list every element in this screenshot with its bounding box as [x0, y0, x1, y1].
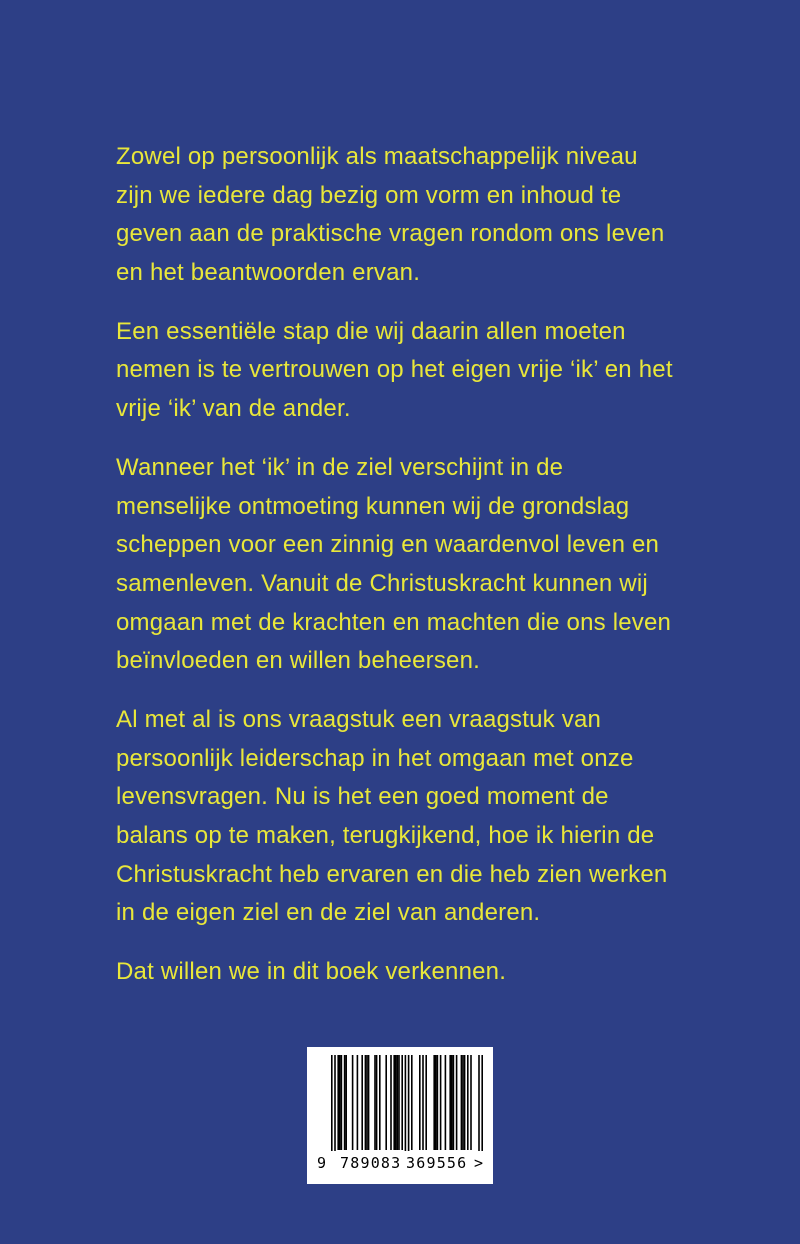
text-line: en het beantwoorden ervan. — [116, 258, 421, 286]
text-line: Al met al is ons vraagstuk een vraagstuk van — [116, 706, 602, 734]
barcode-bar — [357, 1055, 359, 1150]
text-line: Een essentiële stap die wij daarin allen moeten — [116, 317, 626, 345]
barcode-bar — [395, 1055, 397, 1150]
barcode-bar — [435, 1055, 437, 1150]
text-line: vrije ‘ik’ van de ander. — [116, 395, 351, 423]
barcode-guard-bar — [408, 1055, 410, 1151]
barcode-bar — [397, 1055, 399, 1150]
barcode-guard-bar — [481, 1055, 483, 1151]
barcode-bar — [337, 1055, 339, 1150]
barcode-bar — [461, 1055, 463, 1150]
barcode-bar — [433, 1055, 435, 1150]
barcode-bar — [451, 1055, 453, 1150]
text-line: scheppen voor een zinnig en waardenvol leven en — [116, 531, 660, 559]
barcode-bar — [464, 1055, 466, 1150]
barcode-bar — [445, 1055, 447, 1150]
text-line: levensvragen. Nu is het een goed moment de — [116, 783, 609, 811]
barcode-bar — [374, 1055, 376, 1150]
barcode-bar — [361, 1055, 363, 1150]
isbn-barcode — [307, 1047, 493, 1184]
barcode-bar — [341, 1055, 343, 1150]
text-line: in de eigen ziel en de ziel van anderen. — [116, 899, 541, 927]
barcode-bar — [339, 1055, 341, 1150]
barcode-bar — [376, 1055, 378, 1150]
blurb-paragraph-1 — [116, 138, 716, 292]
barcode-bar — [393, 1055, 395, 1150]
text-line: menselijke ontmoeting kunnen wij de grondslag — [116, 492, 630, 520]
blurb-paragraph-4 — [116, 701, 716, 933]
barcode-bar — [462, 1055, 464, 1150]
barcode-bar — [449, 1055, 451, 1150]
barcode-bar — [425, 1055, 427, 1150]
text-line: omgaan met de krachten en machten die ons leven — [116, 608, 672, 636]
isbn-quiet-zone-marker: > — [474, 1154, 484, 1172]
barcode-bar — [365, 1055, 367, 1150]
barcode-guard-bar — [478, 1055, 480, 1151]
barcode-bar — [467, 1055, 469, 1150]
text-line: zijn we iedere dag bezig om vorm en inhoud te — [116, 181, 622, 209]
text-line: Dat willen we in dit boek verkennen. — [116, 958, 507, 986]
barcode-bar — [352, 1055, 354, 1150]
barcode-bar — [440, 1055, 442, 1150]
text-line: Christuskracht heb ervaren en die heb zien werken — [116, 860, 668, 888]
barcode-bar — [401, 1055, 403, 1150]
barcode-bar — [456, 1055, 458, 1150]
text-line: geven aan de praktische vragen rondom ons leven — [116, 220, 665, 248]
barcode-bar — [453, 1055, 455, 1150]
barcode-guard-bar — [331, 1055, 333, 1151]
barcode-guard-bar — [334, 1055, 336, 1151]
blurb-paragraph-5 — [116, 953, 716, 992]
text-line: persoonlijk leiderschap in het omgaan met onze — [116, 744, 634, 772]
barcode-bar — [437, 1055, 439, 1150]
text-line: beïnvloeden en willen beheersen. — [116, 647, 480, 675]
text-line: Wanneer het ‘ik’ in de ziel verschijnt in de — [116, 454, 564, 482]
barcode-bar — [470, 1055, 472, 1150]
blurb-text — [116, 138, 716, 1012]
barcode-bars — [307, 1047, 493, 1157]
isbn-right-group: 369556 — [406, 1154, 468, 1172]
blurb-paragraph-3 — [116, 449, 716, 681]
isbn-number — [307, 1154, 493, 1174]
barcode-bar — [345, 1055, 347, 1150]
blurb-paragraph-2 — [116, 313, 716, 429]
text-line: balans op te maken, terugkijkend, hoe ik hierin de — [116, 822, 655, 849]
isbn-left-group: 789083 — [340, 1154, 402, 1172]
isbn-first-digit: 9 — [317, 1154, 327, 1172]
barcode-bar — [422, 1055, 424, 1150]
barcode-guard-bar — [405, 1055, 407, 1151]
barcode-bar — [366, 1055, 368, 1150]
barcode-bar — [385, 1055, 387, 1150]
text-line: nemen is te vertrouwen op het eigen vrije ‘ik’ en het — [116, 356, 673, 384]
text-line: Zowel op persoonlijk als maatschappelijk niveau — [116, 143, 638, 170]
barcode-bar — [344, 1055, 346, 1150]
barcode-bar — [390, 1055, 392, 1150]
barcode-bar — [411, 1055, 413, 1150]
barcode-bar — [379, 1055, 381, 1150]
text-line: samenleven. Vanuit de Christuskracht kunnen wij — [116, 569, 648, 597]
barcode-bar — [398, 1055, 400, 1150]
barcode-bar — [419, 1055, 421, 1150]
barcode-bar — [368, 1055, 370, 1150]
